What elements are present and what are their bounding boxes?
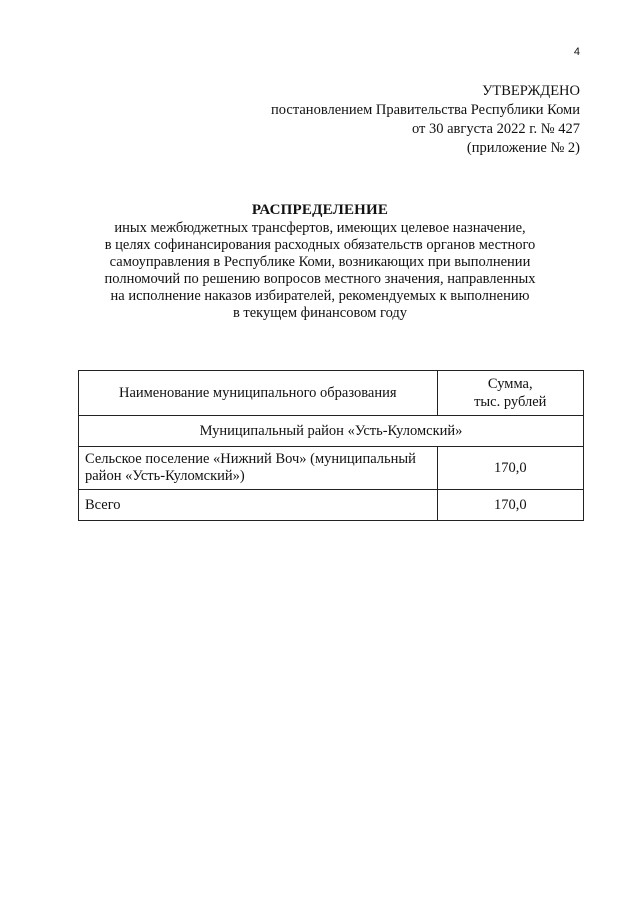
district-name: Муниципальный район «Усть-Куломский» xyxy=(79,416,584,447)
approval-decree: постановлением Правительства Республики Коми xyxy=(271,102,580,118)
row-name: Сельское поселение «Нижний Воч» (муниципальный район «Усть-Куломский») xyxy=(79,447,438,490)
approval-title: УТВЕРЖДЕНО xyxy=(482,83,580,99)
title-line: в текущем финансовом году xyxy=(232,305,408,321)
district-row xyxy=(79,416,584,447)
approval-stamp xyxy=(180,82,580,158)
header-sum-line2: тыс. рублей xyxy=(474,394,547,410)
table-row xyxy=(79,447,584,490)
distribution-table xyxy=(78,370,584,521)
title-line: полномочий по решению вопросов местного значения, направленных xyxy=(104,271,536,287)
title-line: на исполнение наказов избирателей, рекомендуемых к выполнению xyxy=(110,288,530,304)
header-name: Наименование муниципального образования xyxy=(79,371,438,416)
table-header-row xyxy=(79,371,584,416)
document-heading: РАСПРЕДЕЛЕНИЕ xyxy=(251,202,389,218)
row-sum: 170,0 xyxy=(437,447,584,490)
total-row xyxy=(79,490,584,521)
approval-date: от 30 августа 2022 г. № 427 xyxy=(411,121,580,137)
title-line: самоуправления в Республике Коми, возникающих при выполнении xyxy=(109,254,531,270)
header-sum-line1: Сумма, xyxy=(487,376,533,392)
document-title xyxy=(60,202,580,322)
page-number: 4 xyxy=(573,46,580,58)
header-sum xyxy=(437,371,584,416)
title-line: иных межбюджетных трансфертов, имеющих целевое назначение, xyxy=(114,220,526,236)
total-label: Всего xyxy=(79,490,438,521)
title-line: в целях софинансирования расходных обязательств органов местного xyxy=(104,237,536,253)
approval-appendix: (приложение № 2) xyxy=(466,140,580,156)
total-sum: 170,0 xyxy=(437,490,584,521)
